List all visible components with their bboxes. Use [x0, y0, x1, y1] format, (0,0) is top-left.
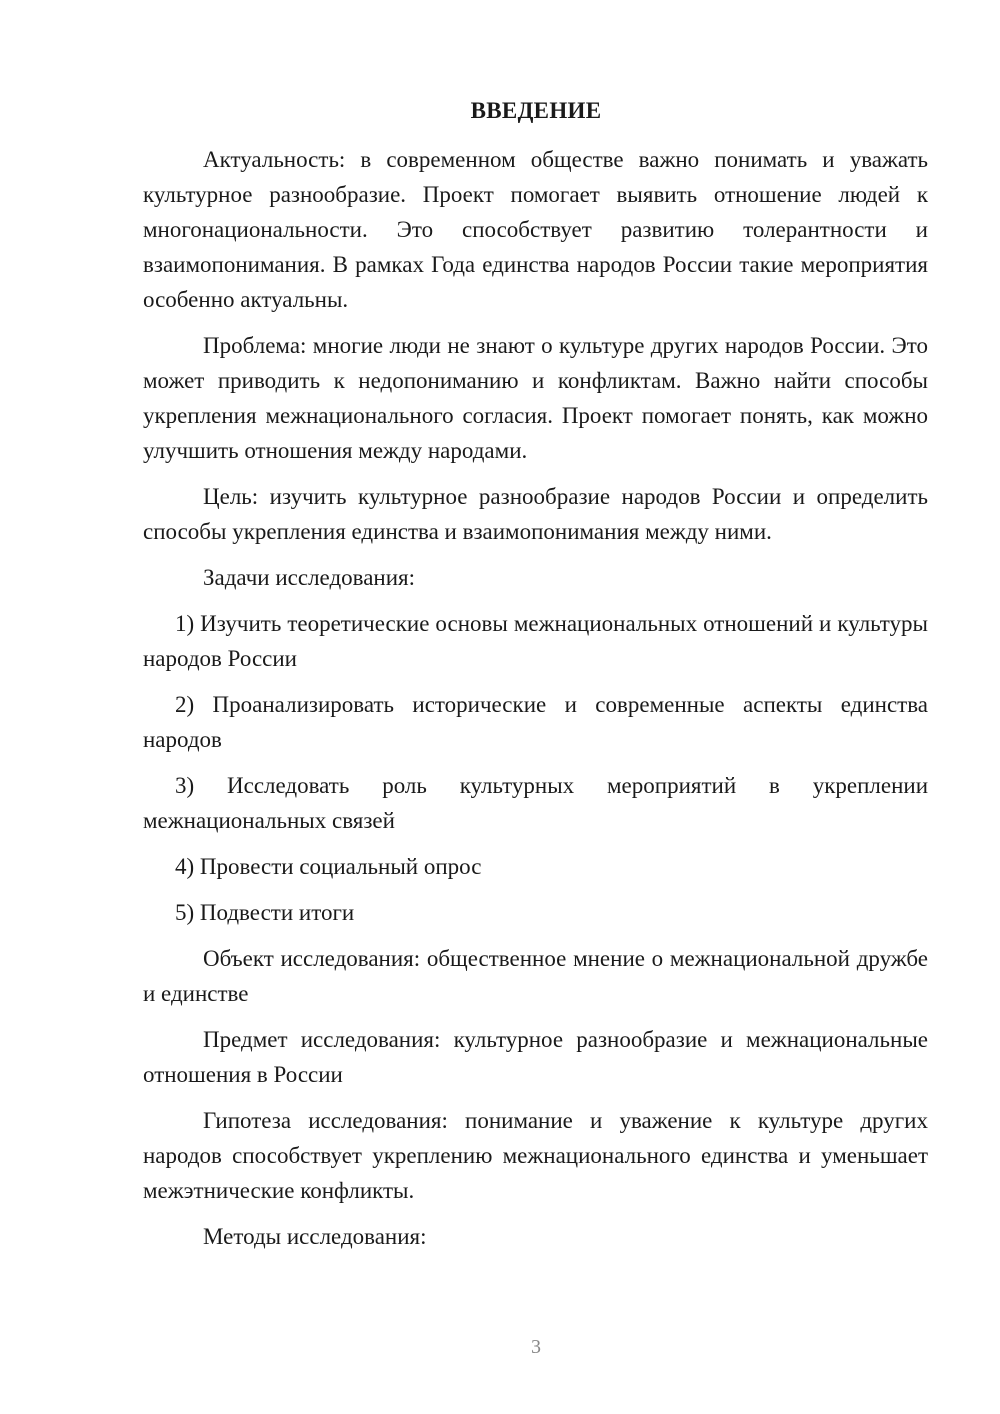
task-item-1: 1) Изучить теоретические основы межнациональных отношений и культуры народов России [143, 611, 928, 671]
goal-paragraph: Цель: изучить культурное разнообразие народов России и определить способы укрепления единства и взаимопонимания между ними. [143, 484, 928, 544]
section-title: ВВЕДЕНИЕ [470, 98, 602, 123]
object-paragraph: Объект исследования: общественное мнение о межнациональной дружбе и единстве [143, 946, 928, 1006]
hypothesis-paragraph: Гипотеза исследования: понимание и уважение к культуре других народов способствует укреплению межнационального единства и уменьшает межэтнические конфликты. [143, 1108, 928, 1203]
relevance-paragraph: Актуальность: в современном обществе важно понимать и уважать культурное разнообразие. Проект помогает выявить отношение людей к многонациональности. Это способствует развитию толерантности и взаимопонимания. В рамках Года единства народов России такие мероприятия особенно актуальны. [143, 147, 928, 312]
task-item-3: 3) Исследовать роль культурных мероприятий в укреплении межнациональных связей [143, 773, 928, 833]
subject-paragraph: Предмет исследования: культурное разнообразие и межнациональные отношения в России [143, 1027, 928, 1087]
task-item-4: 4) Провести социальный опрос [175, 854, 482, 879]
page-number: 3 [531, 1336, 541, 1358]
problem-paragraph: Проблема: многие люди не знают о культуре других народов России. Это может приводить к недопониманию и конфликтам. Важно найти способы укрепления межнационального согласия. Проект помогает понять, как можно улучшить отношения между народами. [143, 333, 928, 463]
task-item-2: 2) Проанализировать исторические и современные аспекты единства народов [143, 692, 928, 752]
task-item-5: 5) Подвести итоги [175, 900, 355, 925]
document-body [143, 142, 928, 1265]
methods-heading: Методы исследования: [203, 1224, 427, 1249]
tasks-heading: Задачи исследования: [203, 565, 416, 590]
